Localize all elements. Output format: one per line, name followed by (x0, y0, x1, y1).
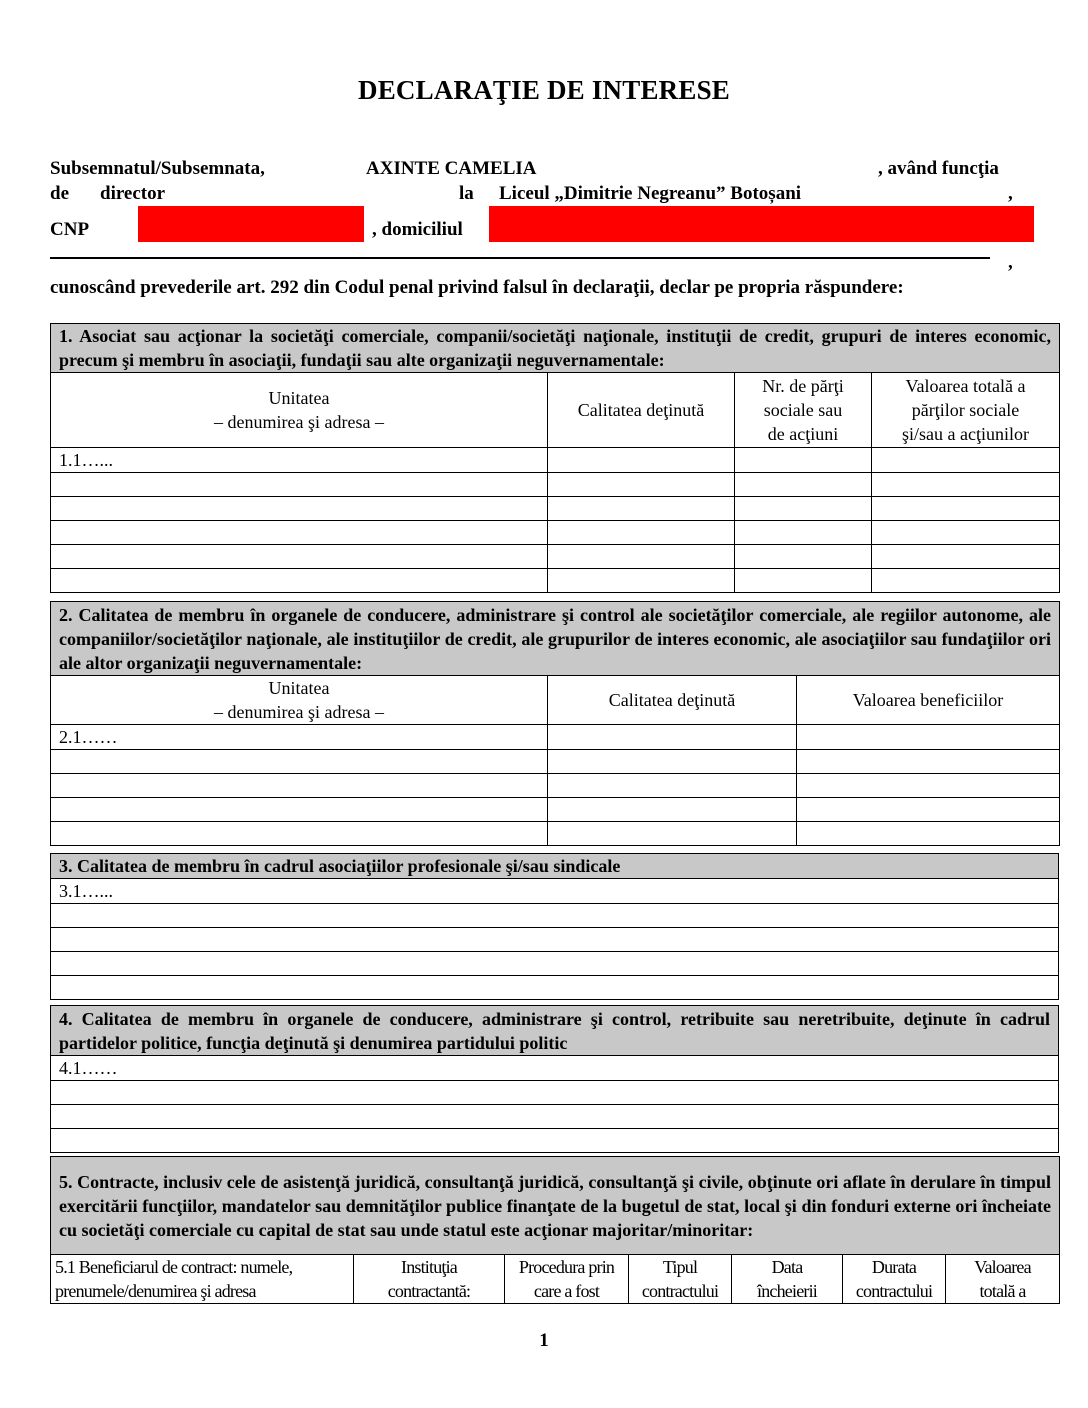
table-row (51, 725, 1060, 750)
cell[interactable] (735, 473, 872, 497)
table-row (51, 952, 1059, 976)
domiciliul-label: , domiciliul (372, 219, 463, 240)
section-5-heading: 5. Contracte, inclusiv cele de asistenţă juridică, consultanţă juridică, consultanţă şi civile, obţinute ori aflate în derulare în timpul exercitării funcţiilor, mandatelor sau demnităţilor publice finanţate de la bugetul de stat, local şi din fonduri externe ori încheiate cu societăţi comerciale cu capital de stat sau unde statul este acţionar majoritar/minoritar: (51, 1157, 1060, 1255)
col-data: Data încheierii (732, 1255, 843, 1304)
cnp-label: CNP (50, 219, 90, 240)
cell[interactable] (548, 774, 797, 798)
table-row (51, 879, 1059, 904)
cnp-redaction (138, 206, 364, 242)
cell[interactable] (872, 521, 1060, 545)
section-1-heading: 1. Asociat sau acţionar la societăţi comerciale, companii/societăţi naţionale, instituţii de credit, grupuri de interes economic, precum şi membru în asociaţii, fundaţii sau alte organizaţii neguvernamentale: (51, 324, 1060, 373)
table-row (51, 545, 1060, 569)
comma-2: , (1008, 252, 1013, 273)
cell[interactable] (51, 473, 548, 497)
table-row (51, 448, 1060, 473)
table-row (51, 928, 1059, 952)
declarant-name: AXINTE CAMELIA (366, 158, 537, 179)
table-row (51, 497, 1060, 521)
function-value: director (100, 183, 166, 204)
table-row (51, 774, 1060, 798)
col-calitatea: Calitatea deţinută (548, 676, 797, 725)
row-3-1[interactable]: 3.1…... (51, 879, 1059, 904)
section-3-heading: 3. Calitatea de membru în cadrul asociaţiilor profesionale şi/sau sindicale (51, 854, 1059, 879)
cell[interactable] (548, 521, 735, 545)
cell[interactable] (548, 545, 735, 569)
cell[interactable] (51, 976, 1059, 1000)
cell[interactable] (797, 725, 1060, 750)
col-tipul: Tipul contractului (629, 1255, 732, 1304)
cell[interactable] (51, 904, 1059, 928)
table-row (51, 1081, 1059, 1105)
cell[interactable] (797, 798, 1060, 822)
cell[interactable] (548, 497, 735, 521)
cell[interactable] (548, 473, 735, 497)
col-institutia: Instituţia contractantă: (354, 1255, 505, 1304)
cell[interactable] (51, 952, 1059, 976)
cell[interactable] (735, 497, 872, 521)
cell[interactable] (797, 774, 1060, 798)
cell[interactable] (51, 798, 548, 822)
cell[interactable] (872, 448, 1060, 473)
row-4-1[interactable]: 4.1…… (51, 1056, 1059, 1081)
avand-functia-label: , având funcţia (878, 158, 999, 179)
cell[interactable] (872, 497, 1060, 521)
cell[interactable] (548, 750, 797, 774)
cell[interactable] (872, 545, 1060, 569)
section-3-table (50, 853, 1059, 1000)
section-1-table (50, 323, 1060, 593)
cell[interactable] (735, 448, 872, 473)
section-4-table (50, 1005, 1059, 1153)
col-valoarea-totala: Valoarea totală a (946, 1255, 1060, 1304)
table-row (51, 473, 1060, 497)
col-nr-parti: Nr. de părţi sociale sau de acţiuni (735, 373, 872, 448)
cell[interactable] (51, 569, 548, 593)
cell[interactable] (51, 1105, 1059, 1129)
section-5-table (50, 1156, 1060, 1304)
la-label: la (459, 183, 474, 204)
cell[interactable] (51, 1081, 1059, 1105)
col-valoarea: Valoarea totală a părţilor sociale şi/sau a acţiunilor (872, 373, 1060, 448)
section-2-heading: 2. Calitatea de membru în organele de conducere, administrare şi control ale societăţilor comerciale, ale regiilor autonome, ale companiilor/societăţilor naţionale, ale instituţiilor de credit, ale grupurilor de interes economic, ale asociaţiilor sau fundaţiilor ori ale altor organizaţii neguvernamentale: (51, 602, 1060, 676)
table-row (51, 904, 1059, 928)
cell[interactable] (735, 569, 872, 593)
col-unitatea: Unitatea – denumirea şi adresa – (51, 676, 548, 725)
institution-value: Liceul „Dimitrie Negreanu” Botoșani (499, 183, 802, 204)
cell[interactable] (872, 473, 1060, 497)
address-continuation-line (50, 257, 990, 259)
cell[interactable] (548, 798, 797, 822)
cell[interactable] (51, 822, 548, 846)
section-4-heading: 4. Calitatea de membru în organele de conducere, administrare şi control, retribuite sau neretribuite, deţinute în cadrul partidelor politice, funcţia deţinută şi denumirea partidului politic (51, 1006, 1059, 1056)
cell[interactable] (548, 822, 797, 846)
cell[interactable] (51, 1129, 1059, 1153)
cell[interactable] (51, 750, 548, 774)
row-2-1[interactable]: 2.1…… (51, 725, 548, 750)
table-row (51, 798, 1060, 822)
comma: , (1008, 183, 1013, 204)
domiciliu-redaction (489, 206, 1034, 242)
cell[interactable] (735, 545, 872, 569)
table-row (51, 1056, 1059, 1081)
col-valoarea-beneficiilor: Valoarea beneficiilor (797, 676, 1060, 725)
table-row (51, 569, 1060, 593)
table-row (51, 1105, 1059, 1129)
statement-text: cunoscând prevederile art. 292 din Codul penal privind falsul în declaraţii, declar pe propria răspundere: (50, 277, 904, 298)
subsemnatul-label: Subsemnatul/Subsemnata, (50, 158, 265, 179)
cell[interactable] (51, 497, 548, 521)
cell[interactable] (51, 928, 1059, 952)
cell[interactable] (51, 545, 548, 569)
col-procedura: Procedura prin care a fost (505, 1255, 629, 1304)
cell[interactable] (548, 725, 797, 750)
page-number: 1 (539, 1330, 549, 1351)
cell[interactable] (548, 448, 735, 473)
cell[interactable] (872, 569, 1060, 593)
cell[interactable] (735, 521, 872, 545)
cell[interactable] (797, 750, 1060, 774)
table-row (51, 521, 1060, 545)
section-2-table (50, 601, 1060, 846)
table-row (51, 822, 1060, 846)
col-unitatea: Unitatea – denumirea şi adresa – (51, 373, 548, 448)
table-row (51, 750, 1060, 774)
de-label: de (50, 183, 69, 204)
col-beneficiar: 5.1 Beneficiarul de contract: numele, prenumele/denumirea şi adresa (51, 1255, 354, 1304)
cell[interactable] (51, 521, 548, 545)
document-title: DECLARAŢIE DE INTERESE (358, 75, 730, 105)
cell[interactable] (797, 822, 1060, 846)
table-row (51, 1129, 1059, 1153)
table-row (51, 976, 1059, 1000)
cell[interactable] (548, 569, 735, 593)
cell[interactable] (51, 774, 548, 798)
col-calitatea: Calitatea deţinută (548, 373, 735, 448)
col-durata: Durata contractului (843, 1255, 946, 1304)
row-1-1[interactable]: 1.1…... (51, 448, 548, 473)
